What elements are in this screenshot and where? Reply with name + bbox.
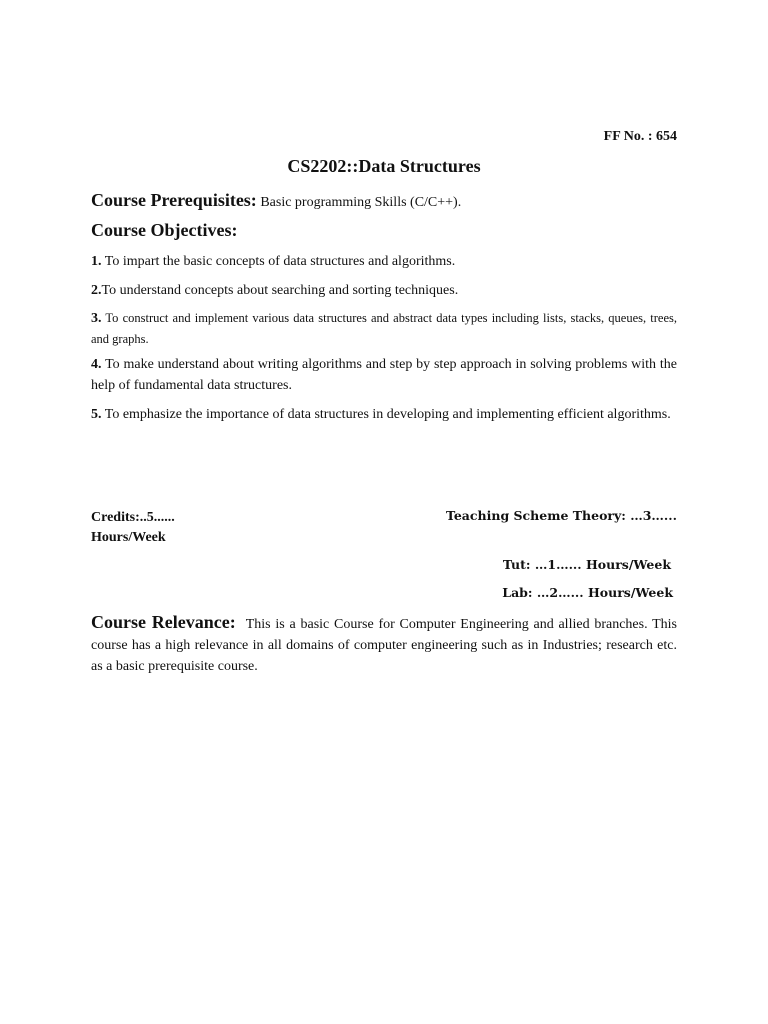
teaching-scheme-tut: Tut: …1…... Hours/Week xyxy=(502,557,671,572)
objective-item-3 xyxy=(91,308,677,349)
page-title: CS2202::Data Structures xyxy=(287,156,481,176)
prerequisites-line xyxy=(91,190,681,211)
objective-text: To construct and implement various data structures and abstract data types including lists, stacks, queues, trees, and graphs. xyxy=(91,311,677,346)
objective-text: To understand concepts about searching and sorting techniques. xyxy=(101,283,459,298)
objective-number: 2. xyxy=(91,283,102,298)
objective-item-5 xyxy=(91,404,677,425)
teaching-scheme-theory: Teaching Scheme Theory: …3…... xyxy=(445,508,677,523)
credits-block xyxy=(91,508,175,548)
objectives-heading: Course Objectives: xyxy=(91,220,238,240)
relevance-text: This is a basic Course for Computer Engineering and allied branches. This course has a high relevance in all domains of computer engineering such as in Industries; research etc. as a basic prerequisite course. xyxy=(91,617,677,674)
objective-number: 1. xyxy=(91,254,102,269)
objective-number: 3. xyxy=(91,311,102,326)
credits-value: Credits:..5...... xyxy=(91,510,175,525)
ff-number: FF No. : 654 xyxy=(603,129,677,144)
objective-text: To emphasize the importance of data structures in developing and implementing efficient algorithms. xyxy=(101,407,671,422)
relevance-label: Course Relevance: xyxy=(91,612,236,632)
credits-unit: Hours/Week xyxy=(91,530,166,545)
objective-item-1 xyxy=(91,251,677,272)
objective-text: To impart the basic concepts of data structures and algorithms. xyxy=(101,254,456,269)
prerequisites-text: Basic programming Skills (C/C++). xyxy=(256,195,462,210)
objective-item-4 xyxy=(91,354,677,396)
prerequisites-label: Course Prerequisites: xyxy=(91,190,257,210)
objective-number: 4. xyxy=(91,357,102,372)
course-relevance xyxy=(91,612,677,677)
objective-item-2 xyxy=(91,280,677,301)
objective-text: To make understand about writing algorithms and step by step approach in solving problems with the help of fundamental data structures. xyxy=(91,357,677,393)
teaching-scheme-lab: Lab: …2…... Hours/Week xyxy=(502,585,673,600)
objective-number: 5. xyxy=(91,407,102,422)
